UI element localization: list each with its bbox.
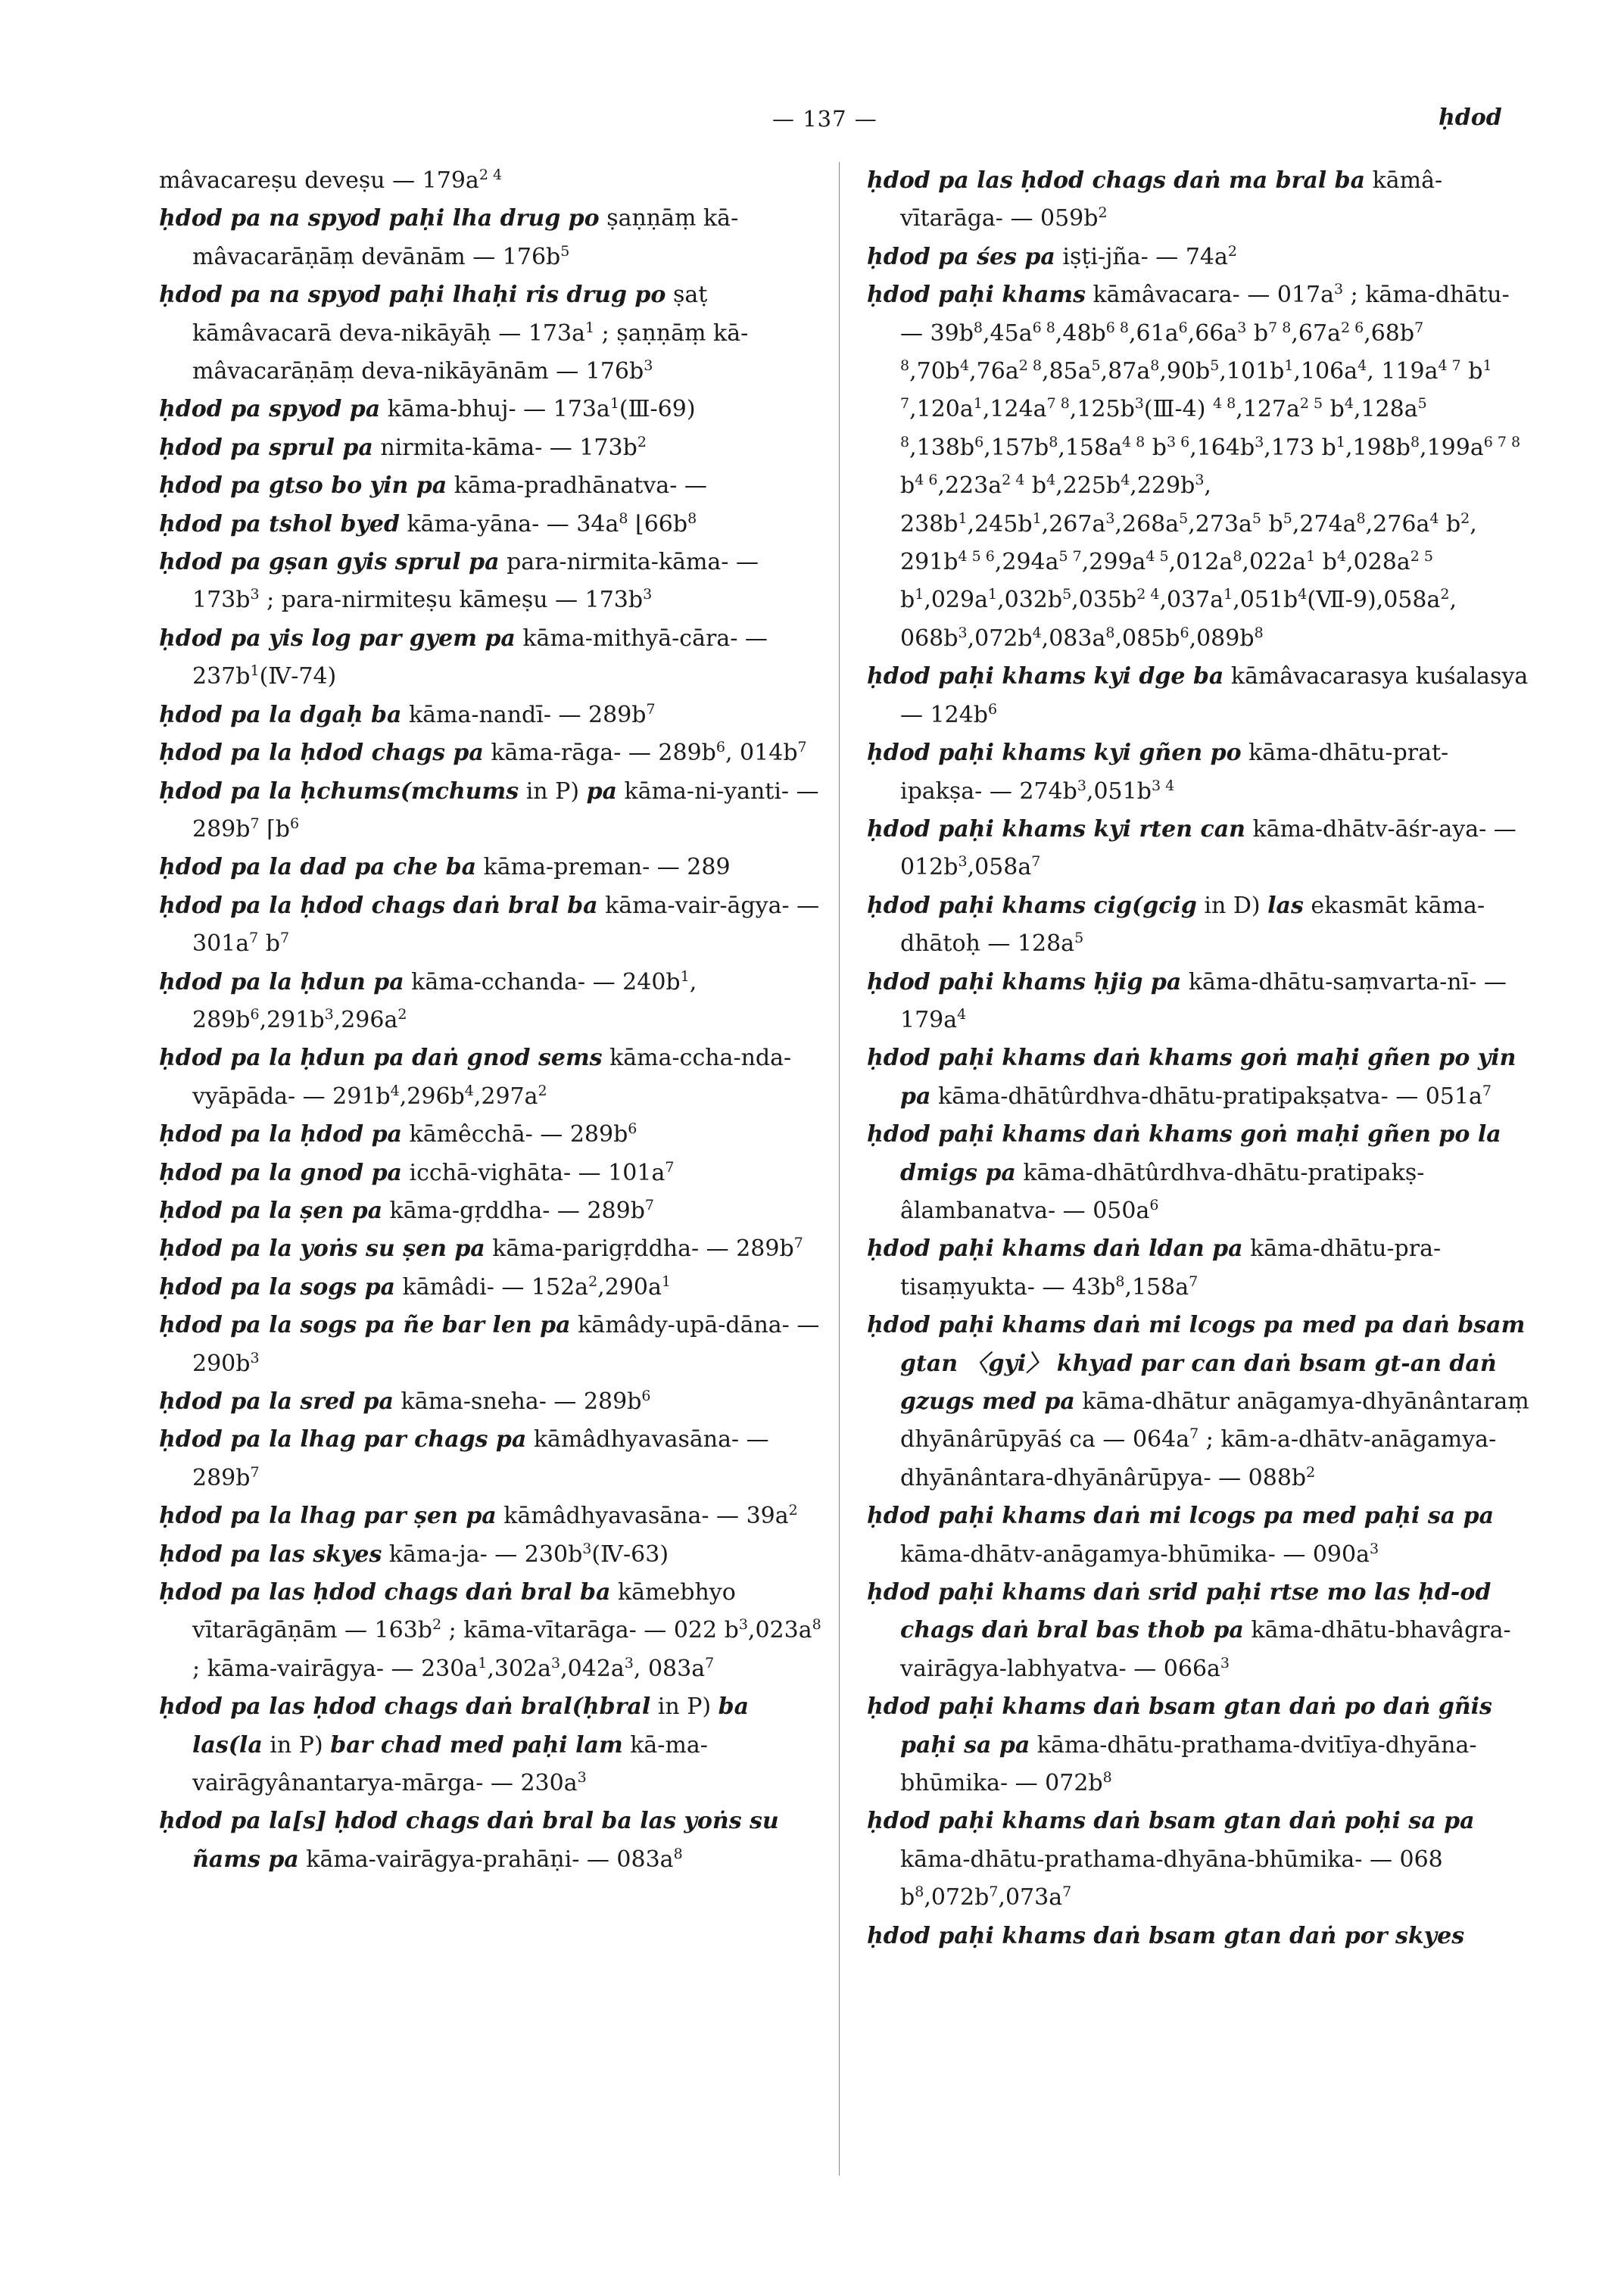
dictionary-entry: ḥdod pa la gnod pa icchā-vighāta- — $101a^7$ (159, 1158, 675, 1186)
tibetan-headword: ḥdod paḥi khams daṅ mi lcogs pa med paḥi sa pa (867, 1503, 1495, 1530)
tibetan-headword: ḥdod paḥi khams kyi gñen po (867, 740, 1242, 767)
tibetan-headword: ḥdod paḥi khams ḥjig pa (867, 968, 1182, 995)
tibetan-headword: ḥdod pa tshol byed (159, 510, 400, 537)
dictionary-entry: ḥdod paḥi khams daṅ mi lcogs pa med paḥi sa pa kāma-dhātv-anāgamya-bhūmika- — $090a^3$ (867, 1503, 1495, 1568)
tibetan-headword: ḥdod pa la[s] ḥdod chags daṅ bral ba las yoṅs su ñams pa (159, 1808, 779, 1873)
tibetan-headword: ḥdod pa la ḥdun pa daṅ gnod sems (159, 1045, 603, 1072)
dictionary-entry: ḥdod paḥi khams daṅ mi lcogs pa med pa daṅ bsam gtan 〈gyi〉 khyad par can daṅ bsam gt-an daṅ gzugs med pa kāma-dhātur anāgamya-dhyānântaraṃ dhyānârūpyāś ca — $064a^7$ ; kām-a-dhātv-anāgamya-dhyānântara-dhyānârūpya- — $088b^2$ (867, 1312, 1529, 1491)
dictionary-entry: ḥdod paḥi khams daṅ khams goṅ maḥi gñen po yin pa kāma-dhātûrdhva-dhātu-pratipakṣatva- — $051a^7$ (867, 1045, 1516, 1110)
tibetan-headword: ḥdod pa la sogs pa ñe bar len pa (159, 1312, 571, 1339)
dictionary-entry: ḥdod pa sprul pa nirmita-kāma- — $173b^2$ (159, 433, 647, 461)
dictionary-entry: ḥdod pa la sred pa kāma-sneha- — $289b^6$ (159, 1388, 651, 1415)
tibetan-headword: ḥdod paḥi khams daṅ ldan pa (867, 1235, 1243, 1263)
tibetan-headword: bar chad med paḥi lam (330, 1731, 623, 1759)
dictionary-entry: ḥdod pa tshol byed kāma-yāna- — $34a^8$ $⌊66b^8$ (159, 509, 697, 537)
column-divider (839, 162, 840, 2176)
tibetan-headword: ḥdod pa na spyod paḥi lhaḥi ris drug po (159, 282, 666, 309)
page-number: — 137 — (772, 106, 877, 132)
dictionary-entry (867, 1918, 1529, 1955)
dictionary-entry: ḥdod pa la ḥchums(mchums in P) pa kāma-ni-yanti- — $289b^7$ $⌈b^6$ (159, 777, 819, 843)
dictionary-entry: ḥdod pa yis log par gyem pa kāma-mithyā-cāra- — $237b^1(Ⅳ-74)$ (159, 625, 768, 690)
tibetan-headword: ḥdod pa la ḥdun pa (159, 968, 404, 995)
dictionary-entry: ḥdod pa na spyod paḥi lha drug po ṣaṇṇāṃ kā-mâvacarāṇāṃ devānām — $176b^5$ (159, 205, 739, 270)
dictionary-entry: ḥdod paḥi khams daṅ bsam gtan daṅ po daṅ gñis paḥi sa pa kāma-dhātu-prathama-dvitīya-dhyāna-bhūmika- — $072b^8$ (867, 1693, 1492, 1797)
tibetan-headword: ḥdod pa gtso bo yin pa (159, 472, 447, 500)
tibetan-headword: ḥdod paḥi khams (867, 282, 1086, 309)
tibetan-headword: ḥdod pa spyod pa (159, 396, 381, 423)
tibetan-headword: ḥdod paḥi khams daṅ khams goṅ maḥi gñen po la dmigs pa (867, 1121, 1501, 1186)
dictionary-entry: ḥdod pa gṣan gyis sprul pa para-nirmita-kāma- — $173b^3$ ; para-nirmiteṣu kāmeṣu — $173b^3$ (159, 549, 759, 614)
tibetan-headword: las (1267, 892, 1304, 919)
tibetan-headword: ḥdod pa gṣan gyis sprul pa (159, 549, 500, 576)
dictionary-entry: ḥdod pa na spyod paḥi lhaḥi ris drug po ṣaṭ kāmâvacarā deva-nikāyāḥ — $173a^1$ ; ṣaṇṇāṃ kā-mâvacarāṇāṃ deva-nikāyānām — $176b^3$ (159, 282, 749, 385)
tibetan-headword: ḥdod pa la lhag par chags pa (159, 1426, 527, 1453)
dictionary-entry: ḥdod pa las skyes kāma-ja- — $230b^3(Ⅳ-63)$ (159, 1540, 669, 1568)
tibetan-headword: ḥdod pa la ṣen pa (159, 1197, 383, 1224)
tibetan-headword: ḥdod pa la gnod pa (159, 1159, 402, 1186)
tibetan-headword: ḥdod pa sprul pa (159, 434, 373, 461)
dictionary-entry: ḥdod pa la dad pa che ba kāma-preman- — 289 (159, 854, 731, 881)
dictionary-entry: ḥdod paḥi khams daṅ khams goṅ maḥi gñen po la dmigs pa kāma-dhātûrdhva-dhātu-pratipakṣ-âlambanatva- — $050a^6$ (867, 1121, 1501, 1224)
dictionary-entry: ḥdod pa la ḥdun pa daṅ gnod sems kāma-ccha-nda-vyāpāda- — $291b^4,296b^4,297a^2$ (159, 1045, 792, 1110)
tibetan-headword: ḥdod pa śes pa (867, 243, 1055, 270)
tibetan-headword: ḥdod pa na spyod paḥi lha drug po (159, 205, 600, 232)
dictionary-entry: ḥdod pa spyod pa kāma-bhuj- — $173a^1(Ⅲ-69)$ (159, 395, 696, 423)
tibetan-headword: ḥdod paḥi khams kyi rten can (867, 815, 1245, 843)
dictionary-entry: ḥdod pa la ṣen pa kāma-gṛddha- — $289b^7$ (159, 1196, 655, 1224)
right-column (867, 162, 1529, 1955)
tibetan-headword: ḥdod paḥi khams daṅ bsam gtan daṅ po daṅ gñis paḥi sa pa (867, 1693, 1492, 1759)
dictionary-entry: ḥdod pa la[s] ḥdod chags daṅ bral ba las yoṅs su ñams pa kāma-vairāgya-prahāṇi- — $083a^8$ (159, 1808, 779, 1873)
tibetan-headword: ḥdod pa la lhag par ṣen pa (159, 1503, 497, 1530)
tibetan-headword: ḥdod paḥi khams daṅ mi lcogs pa med pa daṅ bsam gtan 〈gyi〉 khyad par can daṅ bsam gt-an daṅ gzugs med pa (867, 1312, 1526, 1415)
tibetan-headword: ḥdod pa la dad pa che ba (159, 854, 477, 881)
dictionary-entry: ḥdod pa śes pa iṣṭi-jña- — $74a^2$ (867, 242, 1237, 270)
dictionary-entry: ḥdod pa la ḥdod chags daṅ bral ba kāma-vair-āgya- — $301a^7$ $b^7$ (159, 892, 820, 958)
tibetan-headword: pa (586, 777, 617, 805)
dictionary-entry: ḥdod pa la ḥdun pa kāma-cchanda- — $240b^1$, $289b^6,291b^3,296a^2$ (159, 967, 697, 1033)
tibetan-headword: ḥdod pa la ḥdod pa (159, 1121, 402, 1148)
dictionary-entry: ḥdod pa la lhag par chags pa kāmâdhyavasāna- — $289b^7$ (159, 1426, 769, 1491)
dictionary-entry: ḥdod paḥi khams daṅ bsam gtan daṅ poḥi sa pa kāma-dhātu-prathama-dhyāna-bhūmika- — 068 $b^8,072b^7,073a^7$ (867, 1808, 1475, 1911)
dictionary-entry: ḥdod paḥi khams cig(gcig in D) las ekasmāt kāma-dhātoḥ — $128a^5$ (867, 892, 1485, 958)
dictionary-entry: ḥdod paḥi khams daṅ srid paḥi rtse mo las ḥd-od chags daṅ bral bas thob pa kāma-dhātu-bhavâgra-vairāgya-labhyatva- — $066a^3$ (867, 1579, 1511, 1682)
dictionary-entry: ḥdod pa las ḥdod chags daṅ ma bral ba kāmâ-vītarāga- — $059b^2$ (867, 167, 1443, 232)
tibetan-headword: ḥdod pa la yoṅs su ṣen pa (159, 1235, 485, 1263)
tibetan-headword: ḥdod pa la sogs pa (159, 1273, 395, 1301)
tibetan-headword: ḥdod paḥi khams daṅ khams goṅ maḥi gñen po yin pa (867, 1045, 1516, 1110)
tibetan-headword: ḥdod pa la ḥdod chags daṅ bral ba (159, 892, 598, 919)
dictionary-entry: ḥdod pa gtso bo yin pa kāma-pradhānatva- — (159, 472, 707, 500)
dictionary-entry: ḥdod pa las ḥdod chags daṅ bral ba kāmebhyo vītarāgāṇām — $163b^2$ ; kāma-vītarāga- — 022 $b^3,023a^8$ ; kāma-vairāgya- — $230a^1,302a^3,042a^3$, $083a^7$ (159, 1579, 821, 1682)
dictionary-entry: mâvacareṣu deveṣu — $179a^{2 4}$ (159, 167, 503, 194)
tibetan-headword: ḥdod pa la dgaḥ ba (159, 701, 402, 728)
tibetan-headword: ḥdod paḥi khams kyi dge ba (867, 663, 1224, 690)
dictionary-entry: ḥdod paḥi khams kyi dge ba kāmâvacarasya kuśalasya — $124b^6$ (867, 663, 1529, 728)
tibetan-headword: ḥdod pa las skyes (159, 1541, 382, 1568)
tibetan-headword: ḥdod paḥi khams cig(gcig (867, 892, 1197, 919)
tibetan-headword: ba las(la (192, 1693, 750, 1759)
dictionary-entry: ḥdod pa la yoṅs su ṣen pa kāma-parigṛddha- — $289b^7$ (159, 1235, 803, 1263)
dictionary-entry: ḥdod pa la ḥdod pa kāmêcchā- — $289b^6$ (159, 1120, 637, 1148)
dictionary-entry: ḥdod pa la lhag par ṣen pa kāmâdhyavasāna- — $39a^2$ (159, 1502, 798, 1530)
dictionary-entry: ḥdod paḥi khams ḥjig pa kāma-dhātu-saṃvarta-nī- — $179a^4$ (867, 968, 1507, 1033)
dictionary-entry: ḥdod paḥi khams daṅ ldan pa kāma-dhātu-pra-tisaṃyukta- — $43b^8,158a^7$ (867, 1235, 1442, 1301)
tibetan-headword: ḥdod paḥi khams daṅ bsam gtan daṅ por skyes (867, 1922, 1465, 1949)
dictionary-entry: ḥdod paḥi khams kyi rten can kāma-dhātv-āśr-aya- — $012b^3,058a^7$ (867, 815, 1516, 881)
dictionary-entry: ḥdod pa la ḥdod chags pa kāma-rāga- — $289b^6$, $014b^7$ (159, 739, 807, 767)
left-column (159, 162, 825, 1879)
tibetan-headword: ḥdod pa la ḥchums(mchums (159, 777, 519, 805)
running-head: ḥdod (1439, 104, 1502, 131)
dictionary-entry: ḥdod pa la dgaḥ ba kāma-nandī- — $289b^7$ (159, 700, 656, 728)
dictionary-entry: ḥdod pa la sogs pa kāmâdi- — $152a^2,290a^1$ (159, 1273, 671, 1301)
dictionary-entry: ḥdod paḥi khams kāmâvacara- — $017a^3$ ; kāma-dhātu- — $39b^8,45a^{6 8},48b^{6 8},61a^6,66a^3$ $b^{7 8},67a^{2 6},68b^{7 8},70b^4,76a^{2 8},85a^5,87a^8,90b^5,101b^1,106a^4$, $119a^{4 7}$ $b^{1 7},120a^1,124a^{7 8},125b^3(Ⅲ-4)$ $^{4 8},127a^{2 5}$ $b^4,128a^{5 8},138b^6,157b^8,158a^{4 8}$ $b^{3 6},164b^3,173$ $b^1,198b^8,199a^{6 7 8}$ $b^{4 6},223a^{2 4}$ $b^4,225b^4,229b^3$, $238b^1,245b^1,267a^3,268a^5,273a^5$ $b^5,274a^8,276a^4$ $b^2$, $291b^{4 5 6},294a^{5 7},299a^{4 5},012a^8,022a^1$ $b^4,028a^{2 5}$ $b^1,029a^1,032b^5,035b^{2 4},037a^1,051b^4(Ⅶ-9),058a^2$, $068b^3,072b^4,083a^8,085b^6,089b^8$ (867, 281, 1521, 652)
tibetan-headword: ḥdod pa las ḥdod chags daṅ bral ba (159, 1579, 611, 1606)
tibetan-headword: ḥdod pa la sred pa (159, 1388, 394, 1415)
tibetan-headword: ḥdod paḥi khams daṅ bsam gtan daṅ poḥi sa pa (867, 1808, 1475, 1835)
dictionary-entry: ḥdod pa la sogs pa ñe bar len pa kāmâdy-upā-dāna- — $290b^3$ (159, 1312, 820, 1377)
tibetan-headword: ḥdod pa yis log par gyem pa (159, 625, 516, 652)
dictionary-entry: ḥdod pa las ḥdod chags daṅ bral(ḥbral in P) ba las(la in P) bar chad med paḥi lam kā-ma-vairāgyânantarya-mārga- — $230a^3$ (159, 1693, 750, 1797)
tibetan-headword: ḥdod paḥi khams daṅ srid paḥi rtse mo las ḥd-od chags daṅ bral bas thob pa (867, 1579, 1492, 1644)
dictionary-entry: ḥdod paḥi khams kyi gñen po kāma-dhātu-prat-ipakṣa- — $274b^3,051b^{3 4}$ (867, 740, 1449, 805)
tibetan-headword: ḥdod pa la ḥdod chags pa (159, 740, 484, 767)
tibetan-headword: ḥdod pa las ḥdod chags daṅ bral(ḥbral (159, 1693, 651, 1721)
tibetan-headword: ḥdod pa las ḥdod chags daṅ ma bral ba (867, 167, 1366, 194)
